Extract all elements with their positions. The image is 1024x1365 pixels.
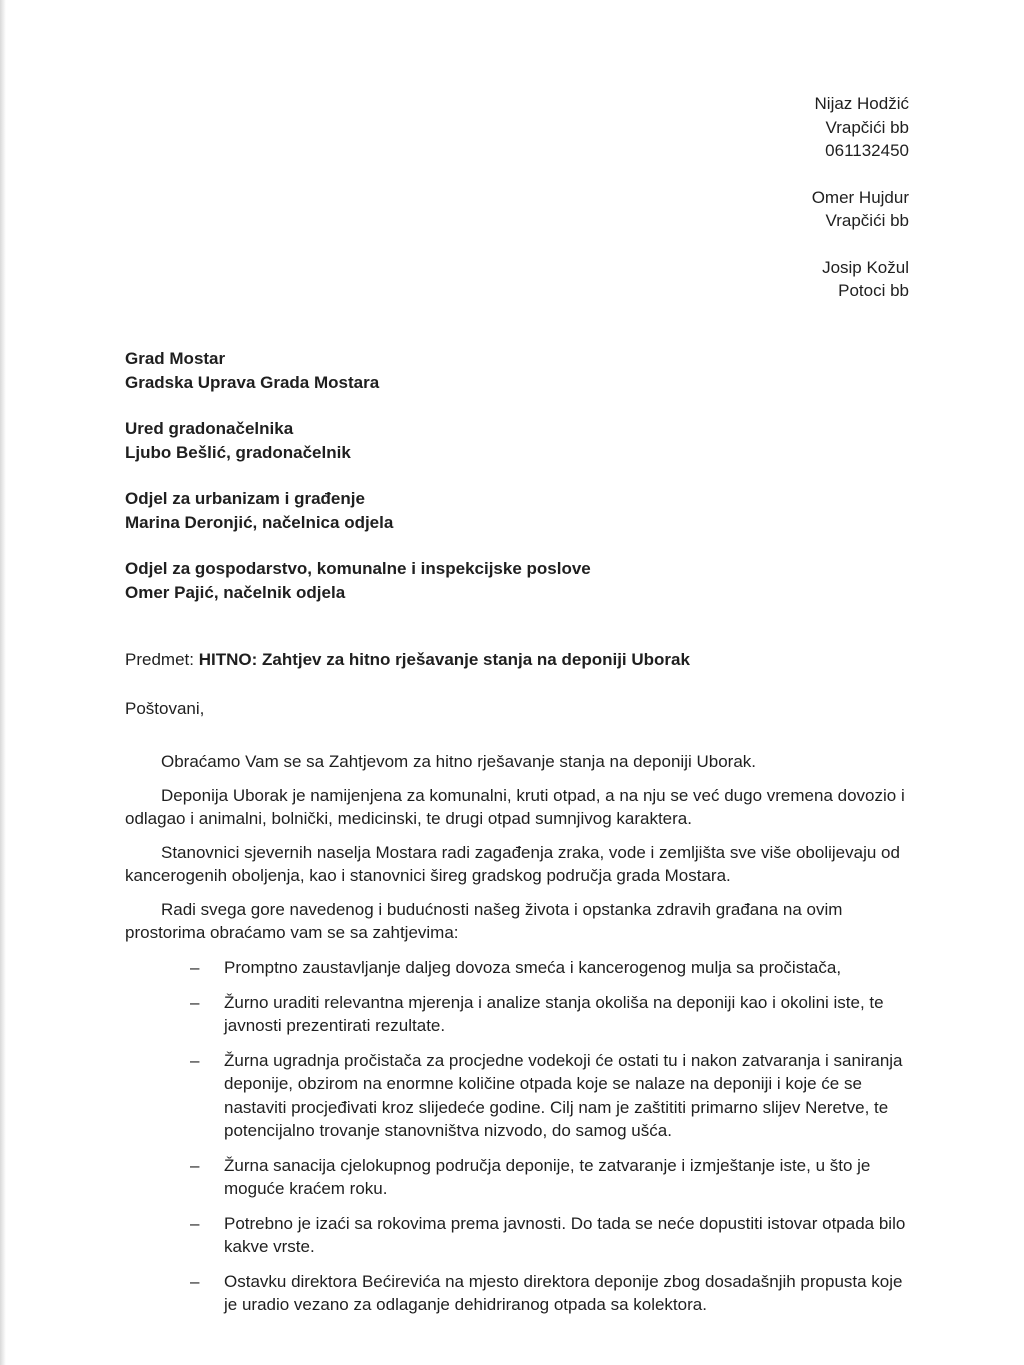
sender-person (812, 92, 909, 163)
recipient-line: Odjel za gospodarstvo, komunalne i inspekcijske poslove (125, 559, 591, 578)
list-item-text: Potrebno je izaći sa rokovima prema javnosti. Do tada se neće dopustiti istovar otpada bilo kakve vrste. (224, 1213, 906, 1256)
list-item-text: Promptno zaustavljanje daljeg dovoza smeća i kancerogenog mulja sa pročistača, (224, 958, 842, 977)
sender-name: Omer Hujdur (811, 187, 909, 207)
recipient-line: Omer Pajić, načelnik odjela (125, 582, 346, 602)
recipient-line: Gradska Uprava Grada Mostara (125, 372, 380, 392)
recipient-line: Odjel za urbanizam i građenje (125, 489, 365, 508)
body-paragraph: Obraćamo Vam se sa Zahtjevom za hitno rješavanje stanja na deponiji Uborak. (161, 752, 756, 771)
dash-bullet: – (190, 1213, 200, 1233)
sender-name: Nijaz Hodžić (814, 94, 909, 113)
subject-label: Predmet: (125, 650, 194, 669)
dash-bullet: – (190, 958, 200, 977)
recipient-entry (125, 557, 591, 604)
sender-person (812, 186, 909, 233)
list-item (190, 1212, 920, 1259)
subject-line (125, 648, 690, 671)
recipient-entry (125, 417, 591, 464)
body-paragraph: Radi svega gore navedenog i budućnosti našeg života i opstanka zdravih građana na ovim prostorima obraćamo vam se sa zahtjevima: (125, 899, 843, 942)
list-item (190, 1049, 920, 1143)
recipient-entry (125, 487, 591, 534)
list-item (190, 991, 920, 1038)
dash-bullet: – (190, 1271, 200, 1291)
body-paragraph: Deponija Uborak je namijenjena za komunalni, kruti otpad, a na nju se već dugo vremena dovozio i odlagao i animalni, bolnički, medicinski, te drugi otpad sumnjivog karaktera. (125, 785, 905, 828)
sender-name: Josip Kožul (822, 257, 909, 277)
list-item (190, 956, 920, 980)
dash-bullet: – (190, 1050, 200, 1070)
sender-address: Potoci bb (838, 281, 909, 300)
sender-phone: 061132450 (825, 141, 909, 160)
sender-address: Vrapčići bb (825, 211, 909, 230)
sender-block (812, 92, 909, 326)
list-item-text: Žurno uraditi relevantna mjerenja i analize stanja okoliša na deponiji kao i okolini iste, te javnosti prezentirati rezultate. (224, 992, 884, 1035)
sender-person (812, 256, 909, 303)
letter-body (125, 750, 915, 955)
body-paragraph: Stanovnici sjevernih naselja Mostara radi zagađenja zraka, vode i zemljišta sve više obolijevaju od kancerogenih oboljenja, kao i stanovnici šireg gradskog područja grada Mostara. (125, 842, 900, 885)
subject-text: HITNO: Zahtjev za hitno rješavanje stanja na deponiji Uborak (198, 650, 690, 669)
list-item (190, 1270, 920, 1317)
recipient-line: Marina Deronjić, načelnica odjela (125, 512, 394, 532)
list-item-text: Ostavku direktora Bećirevića na mjesto direktora deponije zbog dosadašnjih propusta koje je uradio vezano za odlaganje dehidriranog otpada sa kolektora. (224, 1271, 903, 1314)
dash-bullet: – (190, 1155, 200, 1175)
greeting: Poštovani, (125, 699, 205, 718)
page-edge-shadow (0, 0, 6, 1365)
recipient-line: Ljubo Bešlić, gradonačelnik (125, 442, 351, 462)
list-item-text: Žurna sanacija cjelokupnog područja deponije, te zatvaranje i izmještanje iste, u što je moguće kraćem roku. (224, 1155, 871, 1198)
recipient-line: Ured gradonačelnika (125, 419, 294, 438)
recipient-entry (125, 347, 591, 394)
recipient-block (125, 347, 591, 627)
recipient-line: Grad Mostar (125, 349, 226, 368)
list-item-text: Žurna ugradnja pročistača za procjedne vodekoji će ostati tu i nakon zatvaranja i saniranja deponije, obzirom na enormne količine otpada koje se nalaze na deponiji i koje će se nastaviti procjeđivati kroz slijedeće godine. Cilj nam je zaštititi primarno slijev Neretve, te potencijalno trovanje stanovništva nizvodo, do samog ušća. (224, 1050, 903, 1140)
dash-bullet: – (190, 992, 200, 1012)
sender-address: Vrapčići bb (825, 117, 909, 137)
demands-list (190, 956, 920, 1328)
list-item (190, 1154, 920, 1201)
